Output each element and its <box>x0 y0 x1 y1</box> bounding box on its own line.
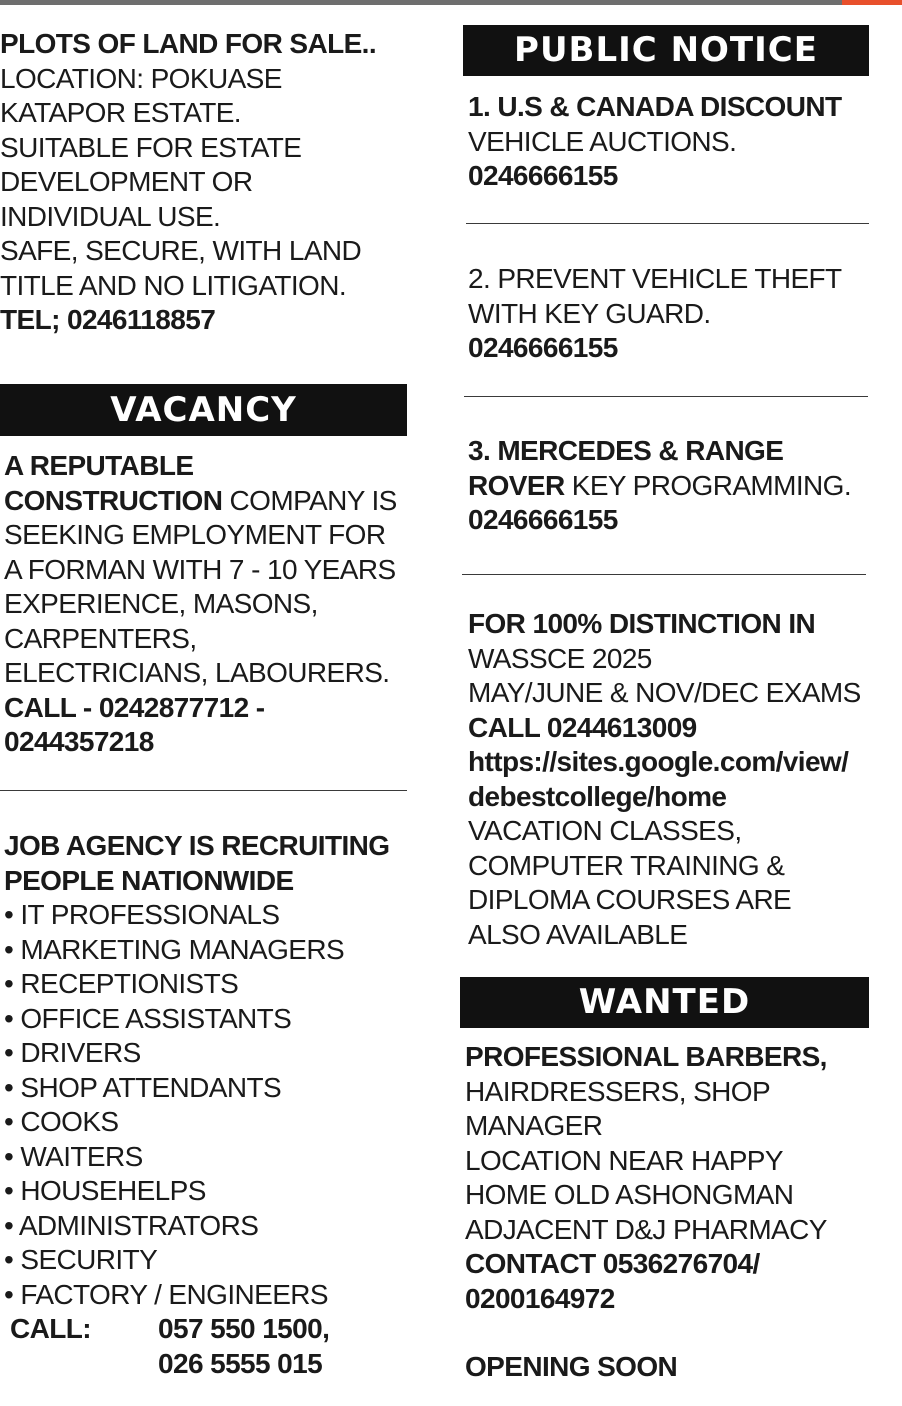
wanted-banner: WANTED <box>460 977 869 1028</box>
divider <box>462 574 866 575</box>
opening-soon: OPENING SOON <box>465 1351 678 1382</box>
top-bar-accent <box>842 0 902 5</box>
job-agency-phones <box>158 1312 329 1381</box>
vacancy-phone: 0244357218 <box>4 726 154 757</box>
school-ad <box>468 607 861 952</box>
notice-line: VEHICLE AUCTIONS. <box>468 125 737 157</box>
vacancy-line: SEEKING EMPLOYMENT FOR <box>4 519 386 550</box>
notice-2 <box>468 262 842 366</box>
notice-title: 3. MERCEDES & RANGE <box>468 435 784 466</box>
wanted-contact: CONTACT 0536276704/ <box>465 1248 760 1279</box>
notice-line: WITH KEY GUARD. <box>468 297 711 329</box>
vacancy-line: EXPERIENCE, MASONS, <box>4 588 318 619</box>
land-sale-title: PLOTS OF LAND FOR SALE.. <box>0 28 377 59</box>
land-sale-line: DEVELOPMENT OR <box>0 166 253 197</box>
wanted-line: MANAGER <box>465 1110 603 1141</box>
job-agency-title: PEOPLE NATIONWIDE <box>4 864 294 896</box>
wanted-contact: 0200164972 <box>465 1282 615 1314</box>
vacancy-line: A REPUTABLE <box>4 450 194 481</box>
job-list-item: • IT PROFESSIONALS <box>4 899 280 930</box>
wanted-line: ADJACENT D&J PHARMACY <box>465 1213 827 1245</box>
vacancy-line: CARPENTERS, <box>4 622 197 654</box>
vacancy-ad <box>4 449 397 760</box>
vacancy-phone: CALL - 0242877712 - <box>4 691 265 723</box>
vacancy-banner: VACANCY <box>0 384 407 436</box>
divider <box>0 790 407 791</box>
vacancy-line: ELECTRICIANS, LABOURERS. <box>4 657 390 688</box>
school-line: DIPLOMA COURSES ARE <box>468 884 792 915</box>
land-sale-ad <box>0 27 376 338</box>
job-list-item: • OFFICE ASSISTANTS <box>4 1002 292 1034</box>
notice-title: 1. U.S & CANADA DISCOUNT <box>468 91 842 122</box>
job-list-item: • SECURITY <box>4 1244 158 1275</box>
divider <box>466 223 869 224</box>
land-sale-line: SUITABLE FOR ESTATE <box>0 131 302 163</box>
land-sale-line: TITLE AND NO LITIGATION. <box>0 269 347 301</box>
vacancy-line: A FORMAN WITH 7 - 10 YEARS <box>4 553 396 585</box>
land-sale-line: SAFE, SECURE, WITH LAND <box>0 235 362 266</box>
divider <box>464 396 868 397</box>
job-list-item: • MARKETING MANAGERS <box>4 933 345 965</box>
school-url: https://sites.google.com/view/ <box>468 746 849 777</box>
vacancy-bold-word: CONSTRUCTION <box>4 484 223 516</box>
notice-1 <box>468 90 841 194</box>
job-list-item: • HOUSEHELPS <box>4 1175 206 1206</box>
school-phone: CALL 0244613009 <box>468 711 697 743</box>
wanted-line: HAIRDRESSERS, SHOP <box>465 1075 771 1107</box>
notice-3 <box>468 434 851 538</box>
vacancy-line <box>4 484 397 519</box>
school-url: debestcollege/home <box>468 780 727 812</box>
wanted-line: LOCATION NEAR HAPPY <box>465 1144 783 1176</box>
land-sale-line: LOCATION: POKUASE <box>0 62 282 94</box>
notice-phone: 0246666155 <box>468 504 618 535</box>
land-sale-line: INDIVIDUAL USE. <box>0 200 221 232</box>
land-sale-line: KATAPOR ESTATE. <box>0 97 241 128</box>
school-title: FOR 100% DISTINCTION IN <box>468 608 816 639</box>
job-agency-title: JOB AGENCY IS RECRUITING <box>4 830 390 861</box>
job-agency-call-label: CALL: <box>10 1313 91 1344</box>
school-line: COMPUTER TRAINING & <box>468 849 785 881</box>
job-list-item: • RECEPTIONISTS <box>4 968 239 999</box>
public-notice-banner: PUBLIC NOTICE <box>463 25 869 76</box>
job-list-item: • WAITERS <box>4 1140 143 1172</box>
wanted-title: PROFESSIONAL BARBERS, <box>465 1041 827 1072</box>
job-list-item: • COOKS <box>4 1106 119 1137</box>
school-line: VACATION CLASSES, <box>468 815 742 846</box>
land-sale-phone: TEL; 0246118857 <box>0 304 216 335</box>
notice-rest: KEY PROGRAMMING. <box>564 469 852 501</box>
school-line: MAY/JUNE & NOV/DEC EXAMS <box>468 677 861 708</box>
notice-bold-word: ROVER <box>468 469 565 501</box>
wanted-line: HOME OLD ASHONGMAN <box>465 1179 794 1210</box>
job-list-item: • FACTORY / ENGINEERS <box>4 1278 328 1310</box>
job-agency-phone: 026 5555 015 <box>158 1347 323 1379</box>
wanted-ad <box>465 1040 827 1316</box>
notice-line <box>468 469 851 504</box>
notice-phone: 0246666155 <box>468 332 618 363</box>
top-bar <box>0 0 902 5</box>
job-agency-phone: 057 550 1500, <box>158 1313 330 1344</box>
job-list-item: • SHOP ATTENDANTS <box>4 1071 282 1103</box>
notice-phone: 0246666155 <box>468 160 618 191</box>
job-list-item: • DRIVERS <box>4 1037 141 1068</box>
job-agency-ad <box>4 829 389 1312</box>
school-line: WASSCE 2025 <box>468 642 652 674</box>
job-list-item: • ADMINISTRATORS <box>4 1209 259 1241</box>
vacancy-rest: COMPANY IS <box>222 484 397 516</box>
notice-line: 2. PREVENT VEHICLE THEFT <box>468 263 842 294</box>
school-line: ALSO AVAILABLE <box>468 918 688 950</box>
